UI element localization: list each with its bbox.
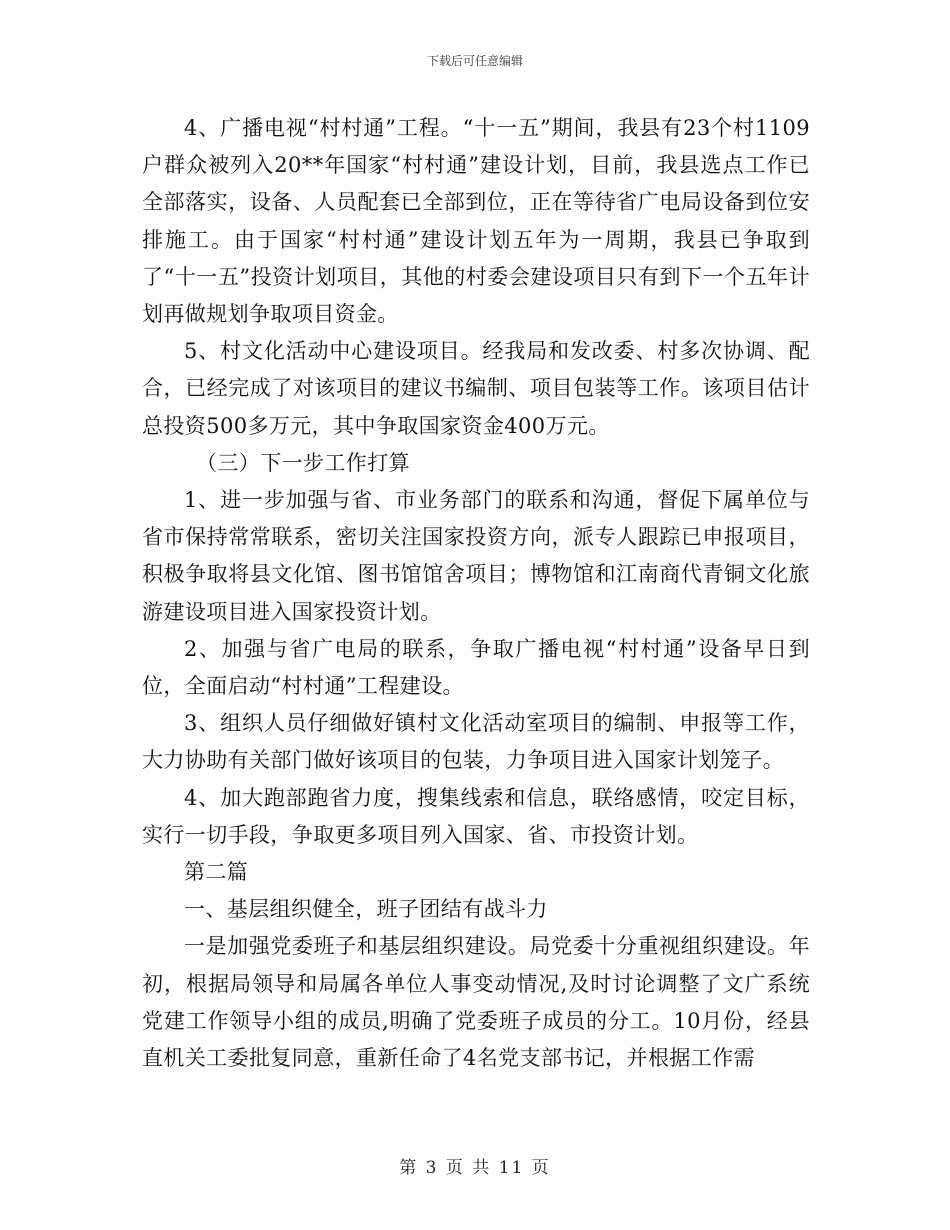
section-heading-next-steps: （三）下一步工作打算 (196, 450, 410, 475)
page-number-footer: 第 3 页 共 11 页 (399, 1158, 551, 1178)
paragraph-party-building: 一是加强党委班子和基层组织建设。局党委十分重视组织建设。年初，根据局领导和局属各单位人事变动情况,及时讨论调整了文广系统党建工作领导小组的成员,明确了党委班子成员的分工。10月份，经县直机关工委批复同意，重新任命了4名党支部书记，并根据工作需 (142, 934, 810, 1071)
paragraph-plan-4: 4、加大跑部跑省力度，搜集线索和信息，联络感情，咬定目标，实行一切手段，争取更多项目列入国家、省、市投资计划。 (142, 785, 810, 847)
paragraph-item-5-culture-center: 5、村文化活动中心建设项目。经我局和发改委、村多次协调、配合，已经完成了对该项目的建议书编制、项目包装等工作。该项目估计总投资500多万元，其中争取国家资金400万元。 (142, 339, 810, 438)
section-heading-grassroots: 一、基层组织健全，班子团结有战斗力 (184, 897, 548, 922)
paragraph-plan-2: 2、加强与省广电局的联系，争取广播电视“村村通”设备早日到位，全面启动“村村通”工程建设。 (142, 636, 810, 699)
page-header-note: 下载后可任意编辑 (426, 54, 523, 68)
part-heading-second: 第二篇 (184, 860, 249, 885)
paragraph-plan-3: 3、组织人员仔细做好镇村文化活动室项目的编制、申报等工作，大力协助有关部门做好该项目的包装，力争项目进入国家计划笼子。 (142, 711, 810, 773)
paragraph-item-4-village-broadcast: 4、广播电视“村村通”工程。“十一五”期间，我县有23个村1109户群众被列入20**年国家“村村通”建设计划，目前，我县选点工作已全部落实，设备、人员配套已全部到位，正在等待省广电局设备到位安排施工。由于国家“村村通”建设计划五年为一周期，我县已争取到了“十一五”投资计划项目，其他的村委会建设项目只有到下一个五年计划再做规划争取项目资金。 (142, 116, 810, 327)
paragraph-plan-1: 1、进一步加强与省、市业务部门的联系和沟通，督促下属单位与省市保持常常联系，密切关注国家投资方向，派专人跟踪已申报项目，积极争取将县文化馆、图书馆馆舍项目；博物馆和江南商代青铜文化旅游建设项目进入国家投资计划。 (142, 488, 810, 624)
document-body (142, 110, 810, 1077)
